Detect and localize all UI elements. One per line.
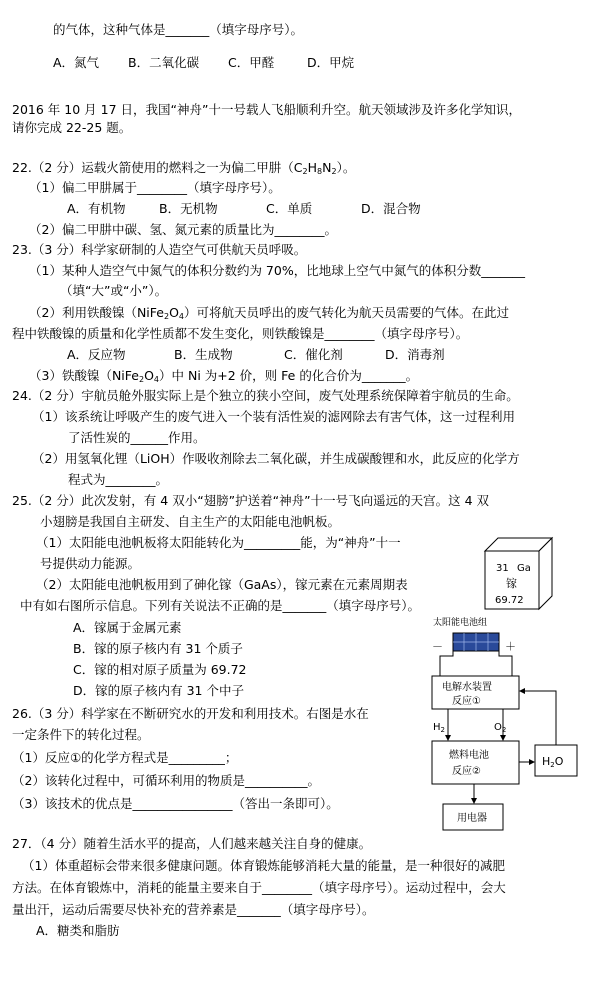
fuel-cell-title: 燃料电池 [449,750,489,761]
minus-terminal-label: － [432,640,443,653]
q23-part-1a: （1）某种人造空气中氮气的体积分数约为 70%，比地球上空气中氮气的体积分数_______ [29,263,525,278]
q24-part-1a: （1）该系统让呼吸产生的废气进入一个装有活性炭的滤网除去有害气体，这一过程利用 [32,409,515,424]
q27-option-a: A．糖类和脂肪 [36,923,120,938]
q23-option-d: D．消毒剂 [385,347,445,362]
q21-option-d: D．甲烷 [307,55,355,70]
power-arrow-head [471,798,477,804]
q25-option-b: B．镓的原子核内有 31 个质子 [73,641,243,656]
q23-stem: 23.（3 分）科学家研制的人造空气可供航天员呼吸。 [12,242,307,257]
q26-part-2: （2）该转化过程中，可循环利用的物质是__________。 [12,773,320,788]
element-card-side-face [539,538,552,609]
q23-option-b: B．生成物 [174,347,233,362]
reaction-1-label: 反应① [452,696,481,707]
water-out-arrow-head [529,759,535,765]
q25-option-d: D．镓的原子核内有 31 个中子 [73,683,244,698]
fuel-cell-box [432,741,519,784]
solar-panel-icon [453,633,499,651]
q22-option-b: B．无机物 [159,201,218,216]
q22-part-2: （2）偏二甲肼中碳、氢、氮元素的质量比为________。 [29,222,337,237]
q27-part-1b: 方法。在体育锻炼中，消耗的能量主要来自于________（填字母序号）。运动过程中，会大 [12,880,506,895]
plus-terminal-label: ＋ [505,640,516,653]
q27-part-1a: （1）体重超标会带来很多健康问题。体育锻炼能够消耗大量的能量，是一种很好的减肥 [22,858,505,873]
q25-stem-2: 小翅膀是我国自主研发、自主生产的太阳能电池帆板。 [40,514,341,529]
element-atomic-number: 31 [496,563,509,574]
h2-label: $H_2$ [433,722,445,734]
q22-option-a: A．有机物 [67,201,126,216]
element-mass: 69.72 [495,595,524,606]
element-symbol: Ga [517,563,531,574]
q26-stem-2: 一定条件下的转化过程。 [12,727,150,742]
element-card [485,538,552,609]
q23-option-a: A．反应物 [67,347,126,362]
water-return-arrow-head [519,688,525,694]
reaction-2-label: 反应② [452,766,481,777]
q21-option-a: A．氮气 [53,55,100,70]
conversion-diagram [432,616,577,830]
q25-part-2a: （2）太阳能电池帆板用到了砷化镓（GaAs），镓元素在元素周期表 [36,577,408,592]
wire-right [499,651,512,676]
q22-part-1: （1）偏二甲肼属于________（填字母序号）。 [29,180,281,195]
intro-line-1: 2016 年 10 月 17 日，我国“神舟”十一号载人飞船顺利升空。航天领域涉及许多化学知识， [12,102,521,117]
q25-stem-1: 25.（2 分）此次发射，有 4 双小“翅膀”护送着“神舟”十一号飞向遥远的天宫。这 4 双 [12,493,490,508]
q25-part-1a: （1）太阳能电池帆板将太阳能转化为_________能，为“神舟”十一 [36,535,401,550]
q26-stem-1: 26.（3 分）科学家在不断研究水的开发和利用技术。右图是水在 [12,706,369,721]
intro-line-2: 请你完成 22-25 题。 [12,120,132,135]
q25-part-2b: 中有如右图所示信息。下列有关说法不正确的是_______（填字母序号）。 [20,598,421,613]
q24-part-2b: 程式为________。 [68,472,169,487]
q27-stem: 27．（4 分）随着生活水平的提高，人们越来越关注自身的健康。 [12,836,372,851]
q27-part-1c: 量出汗，运动后需要尽快补充的营养素是_______（填字母序号）。 [12,902,375,917]
q24-part-1b: 了活性炭的______作用。 [68,430,206,445]
q26-part-1: （1）反应①的化学方程式是_________； [12,750,238,765]
q23-part-1b: （填“大”或“小”）。 [60,283,168,298]
q21-option-c: C．甲醛 [228,55,275,70]
solar-panel-label: 太阳能电池组 [433,618,488,628]
q23-option-c: C．催化剂 [284,347,343,362]
water-label: H2O [542,755,564,769]
q22-option-d: D．混合物 [361,201,421,216]
q22-option-c: C．单质 [266,201,313,216]
q21-tail-line: 的气体，这种气体是_______（填字母序号）。 [53,22,304,37]
q23-part-2a: （2）利用铁酸镍$(NiFe_2O_4)$可将航天员呼出的废气转化为航天员需要的气体。在此过 [29,305,510,321]
q21-option-b: B．二氧化碳 [128,55,200,70]
q23-part-3: （3）铁酸镍$(NiFe_2O_4)$中 Ni 为+2 价，则 Fe 的化合价为_______。 [29,368,419,384]
water-return-line [520,691,556,745]
appliance-label: 用电器 [457,813,487,824]
q24-stem: 24.（2 分）宇航员舱外服实际上是个独立的狭小空间，废气处理系统保障着宇航员的生命。 [12,388,519,403]
q23-part-2b: 程中铁酸镍的质量和化学性质都不发生变化，则铁酸镍是________（填字母序号）。 [12,326,469,341]
q26-part-3: （3）该技术的优点是________________（答出一条即可）。 [12,796,339,811]
h2-arrow-head [445,735,451,741]
q25-option-a: A．镓属于金属元素 [73,620,182,635]
q25-option-c: C．镓的相对原子质量为 69.72 [73,662,247,677]
o2-arrow-head [500,735,506,741]
wire-left [440,651,453,676]
q24-part-2a: （2）用氢氧化锂（LiOH）作吸收剂除去二氧化碳，并生成碳酸锂和水，此反应的化学方 [32,451,520,466]
q22-stem: 22.（2 分）运载火箭使用的燃料之一为偏二甲肼$(C_2H_8N_2)$。 [12,160,356,176]
element-name: 镓 [506,577,517,590]
electrolysis-title: 电解水装置 [442,682,492,693]
o2-label: $O_2$ [494,722,507,734]
q25-part-1b: 号提供动力能源。 [40,556,141,571]
